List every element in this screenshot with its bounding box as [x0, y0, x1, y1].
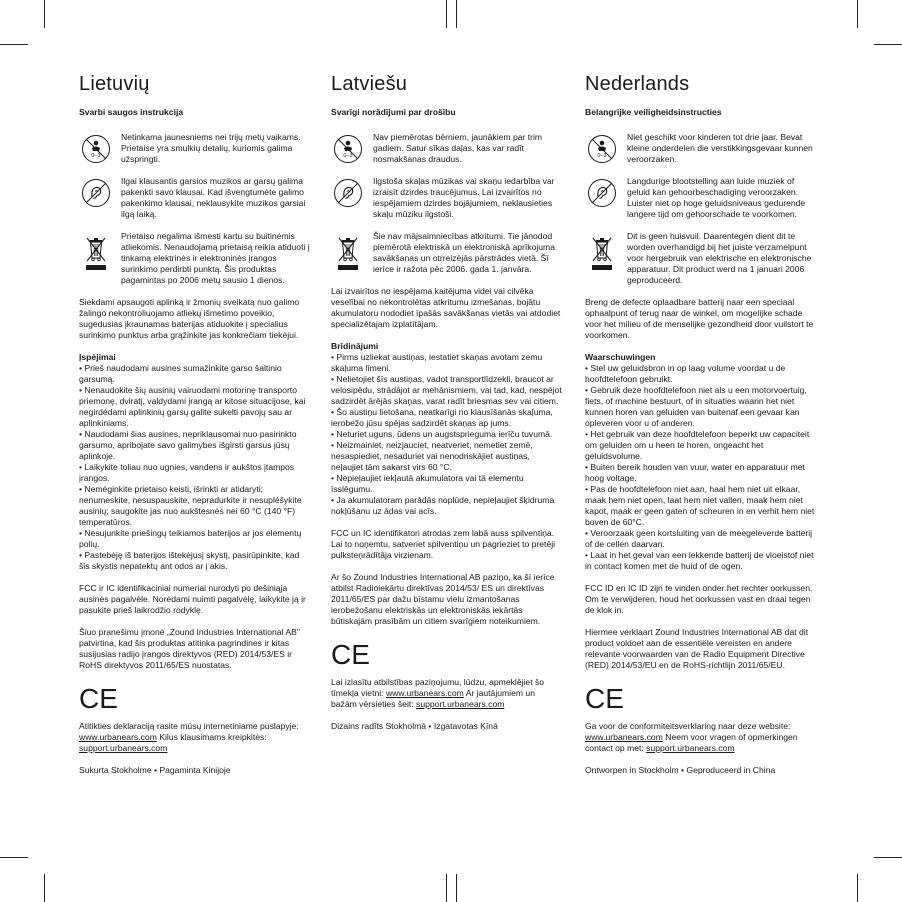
safety-item	[331, 132, 563, 165]
fcc-text: FCC un IC identifikatori atrodas zem labā auss spilventiņa. Lai to noņemtu, satveriet spilventiņu un pagrieziet to pretēji pulksteņrādītāja virzienam.	[331, 528, 556, 560]
age-restriction-icon	[81, 134, 111, 164]
warnings-section	[585, 352, 817, 572]
warning-item: • Nesujunkite priešingų teikiamos baterijos ar jos elementų polių.	[79, 528, 302, 549]
section-subtitle: Svarbi saugos instrukcija	[79, 107, 184, 117]
battery-disposal-text: Lai izvairītos no iespējama kaitējuma videi vai cilvēka veselībai no nekontrolētas atkritumu izmešanas, bojātu akumulatoru nododiet īpašās savākšanas vietās vai atdodiet specializētajam izplatītājam.	[331, 286, 561, 329]
safety-item	[79, 231, 311, 286]
language-title: Latviešu	[331, 73, 408, 95]
safety-item-text: Prietaiso negalima išmesti kartu su buitinėmis atliekomis. Nenaudojamą prietaisą reikia atiduoti į tinkamą elektrinės ir elektroninės įrangos surinkimo perdirbti punktą. Šis produktas pagamintas po 2006 metų sausio 1 dienos.	[121, 231, 310, 285]
battery-disposal-text: Siekdami apsaugoti aplinką ir žmonių sveikatą nuo galimo žalingo nekontroliuojamo atliekų išmetimo poveikio, sugedusias įkraunamas baterijas atiduokite į specialius surinkimo punktus arba grąžinkite jas konkrečiam tiekėjui.	[79, 297, 300, 340]
warnings-list	[79, 363, 311, 572]
age-restriction-icon	[333, 134, 363, 164]
footer-origin: Sukurta Stokholme • Pagaminta Kinijoje	[79, 765, 231, 775]
warnings-list	[585, 363, 817, 572]
hearing-damage-icon	[81, 178, 111, 208]
fcc-text: FCC ID en IC ID zijn te vinden onder het rechter oorkussen. Om te verwijderen, houd het oorkussen vast en draai tegen de klok in.	[585, 583, 813, 615]
safety-item-text: Langdurige blootstelling aan luide muziek of geluid kan gehoorbeschadiging veroorzaken. Luister niet op hoge geluidsniveaus gedurende langere tijd om gehoorschade te voorkomen.	[627, 176, 806, 219]
safety-item	[331, 176, 563, 220]
safety-item	[585, 176, 817, 220]
language-title: Lietuvių	[79, 73, 150, 95]
hearing-damage-icon	[333, 178, 363, 208]
footer-origin: Ontworpen in Stockholm • Geproduceerd in China	[585, 765, 776, 775]
safety-item-text: Ilgstoša skaļas mūzikas vai skaņu iedarbība var izraisīt dzirdes traucējumus. Lai izvairītos no iespējamiem dzirdes bojājumiem, neklausieties skaļu mūziku ilgstoši.	[373, 176, 555, 219]
warning-item: • Naudodami šias ausines, nepriklausomai nuo pasirinkto garsumo, apribojate savo galimybes išgirsti garsus jūsų aplinkoje.	[79, 429, 297, 461]
warning-item: • Neizmainiet, neizjauciet, neatveriet, nemetiet zemē, nesaspiediet, nesaduriet vai nenodriskājiet austiņas, neļaujiet tām sakarst virs 60 °C.	[331, 440, 533, 472]
conformity-questions: Kilus klausimams kreipkitės:	[156, 732, 267, 742]
svg-text:0–3: 0–3	[91, 153, 101, 159]
crop-mark	[857, 874, 858, 902]
section-subtitle: Belangrijke veiligheidsinstructies	[585, 107, 722, 117]
age-restriction-icon	[587, 134, 617, 164]
weee-bin-icon	[333, 233, 363, 273]
section-subtitle: Svarīgi norādījumi par drošību	[331, 107, 456, 117]
warning-item: • Gebruik deze hoofdtelefoon niet als u een motorvoertuig, fiets, of machine bestuurt, of in situaties waarin het niet kunnen horen van geluiden van buitenaf een gevaar kan opleveren voor u of anderen.	[585, 385, 807, 428]
crop-mark	[456, 0, 457, 28]
warnings-section	[331, 341, 563, 517]
svg-text:CE: CE	[585, 683, 624, 714]
website-link[interactable]: www.urbanears.com	[79, 732, 157, 742]
weee-bin-icon	[81, 233, 111, 273]
conformity-intro: Ga voor de conformiteitsverklaring naar deze website:	[585, 721, 791, 731]
weee-bin-icon	[587, 233, 617, 273]
conformity-intro: Lai izlasītu atbilstības paziņojumu, lūdzu, apmeklējiet šo tīmekļa vietni:	[331, 677, 545, 698]
svg-text:0–3: 0–3	[597, 153, 607, 159]
warning-item: • Neturiet uguns, ūdens un augstsprieguma ierīču tuvumā.	[331, 429, 553, 439]
ce-mark-icon	[585, 683, 817, 713]
column-dutch	[585, 72, 817, 787]
svg-text:0–3: 0–3	[343, 153, 353, 159]
warning-item: • Laat in het geval van een lekkende batterij de vloeistof niet in contact komen met de huid of de ogen.	[585, 550, 814, 571]
declaration-text: Šiuo pranešimu įmonė „Zound Industries International AB" patvirtina, kad šis produktas atitinka pagrindines ir kitas susijusias radijo įrangos direktyvos (RED) 2014/53/ES ir RoHS direktyvos 2011/65/ES nuostatas.	[79, 627, 300, 670]
safety-item	[79, 132, 311, 165]
crop-mark	[0, 857, 28, 858]
crop-mark	[446, 0, 447, 28]
warnings-heading: Įspėjimai	[79, 352, 116, 362]
warnings-heading: Waarschuwingen	[585, 352, 656, 362]
fcc-text: FCC ir IC identifikaciniai numeriai nurodyti po dešiniąja ausinės pagalvėle. Norėdami nuimti pagalvėlę, laikykite ją ir pasukite prieš laikrodžio rodyklę.	[79, 583, 306, 615]
warning-item: • Stel uw geluidsbron in op laag volume voordat u de hoofdtelefoon gebruikt.	[585, 363, 786, 384]
warning-item: • Pirms uzliekat austiņas, iestatiet skaņas avotam zemu skaļuma līmeni.	[331, 352, 543, 373]
conformity-text	[585, 721, 817, 754]
ce-mark-icon	[331, 639, 563, 669]
support-link[interactable]: support.urbanears.com	[416, 699, 505, 709]
safety-item-text: Niet geschikt voor kinderen tot drie jaar. Bevat kleine onderdelen die verstikkingsgevaar kunnen veroorzaken.	[627, 132, 813, 164]
warning-item: • Nepieļaujiet iekļautā akumulatora vai tā elementu īsslēgumu.	[331, 473, 524, 494]
battery-disposal-text: Breng de defecte oplaadbare batterij naar een speciaal ophaalpunt of terug naar de winkel, om mogelijke schade voor het milieu of de menselijke gezondheid door vuilstort te voorkomen.	[585, 297, 814, 340]
warning-item: • Veroorzaak geen kortsluiting van de meegeleverde batterij of de cellen daarvan.	[585, 528, 813, 549]
crop-mark	[44, 874, 45, 902]
website-link[interactable]: www.urbanears.com	[585, 732, 663, 742]
warning-item: • Pas de hoofdtelefoon niet aan, haal hem niet uit elkaar, maak hem niet open, laat hem niet vallen, maak hem niet kapot, maak er geen gaten of scheuren in en verhit hem niet boven de 60°C.	[585, 484, 815, 527]
footer-origin: Dizains radīts Stokholmā • Izgatavotas Ķīnā	[331, 721, 498, 731]
warning-item: • Prieš naudodami ausines sumažinkite garso šaltinio garsumą.	[79, 363, 282, 384]
hearing-damage-icon	[587, 178, 617, 208]
crop-mark	[0, 44, 28, 45]
column-lithuanian	[79, 72, 311, 787]
svg-text:CE: CE	[79, 683, 118, 714]
support-link[interactable]: support.urbanears.com	[646, 743, 735, 753]
warning-item: • Neméginkite prietaiso keisti, išrinkti ar atidaryti; nenumeskite, nesuspauskite, nepradurkite ir nesuplėšykite ausinių; saugokite jas nuo aukštesnės nei 60 °C (140 °F) temperatūros.	[79, 484, 302, 527]
declaration-text: Ar šo Zound Industries International AB paziņo, ka šī ierīce atbilst Radioiekārtu direktīvas 2014/53/ ES un direktīvas 2011/65/ES par dažu bīstamu vielu izmantošanas ierobežošanu elektriskās un elektroniskās iekārtās būtiskajām prasībām un citiem svarīgiem noteikumiem.	[331, 572, 555, 626]
safety-item	[585, 132, 817, 165]
crop-mark	[874, 857, 902, 858]
warnings-list	[331, 352, 563, 517]
warning-item: • Ja akumulatoram parādās noplūde, nepieļaujiet šķidruma nokļūšanu uz ādas vai acīs.	[331, 495, 555, 516]
crop-mark	[456, 874, 457, 902]
safety-item	[331, 231, 563, 275]
warning-item: • Pastebėję iš baterijos ištekėjusį skystį, pasirūpinkite, kad šis skystis nepatektų ant odos ar į akis.	[79, 550, 300, 571]
warning-item: • Buiten bereik houden van vuur, water en apparatuur met hoog voltage.	[585, 462, 805, 483]
conformity-questions: Neem voor vragen of opmerkingen contact op met:	[585, 732, 798, 753]
ce-mark-icon	[79, 683, 311, 713]
warnings-section	[79, 352, 311, 572]
warnings-heading: Brīdinājumi	[331, 341, 379, 351]
warning-item: • Nelietojiet šīs austiņas, vadot transportlīdzekli, braucot ar velosipēdu, strādājot ar mehānismiem, vai tad, kad, nespējot sadzirdēt ārējās skaņas, varat radīt briesmas sev vai citiem.	[331, 374, 562, 406]
safety-item-text: Nav piemērotas bērniem, jaunākiem par trim gadiem. Satur sīkas daļas, kas var radīt nosmakšanas draudus.	[373, 132, 543, 164]
warning-item: • Šo austiņu lietošana, neatkarīgi no klausīšanās skaļuma, ierobežo jūsu spējas sadzirdēt skaņas ap jums.	[331, 407, 553, 428]
safety-item-text: Ilgai klausantis garsios muzikos ar garsų galima pakenkti savo klausai. Kad išvengtumėte galimo pakenkimo klausai, neklausykite muzikos garsiai ilgą laiką.	[121, 176, 306, 219]
website-link[interactable]: www.urbanears.com	[385, 688, 464, 698]
support-link[interactable]: support.urbanears.com	[79, 743, 168, 753]
conformity-intro: Atitikties deklaraciją rasite mūsų internetiniame puslapyje:	[79, 721, 299, 731]
safety-item-text: Šie nav mājsaimniecības atkritumi. Tie jānodod piemērotā elektriskā un elektroniskā aprīkojuma savākšanas un otrreizējās pārstrādes vietā. Šī ierīce ir ražota pēc 2006. gada 1. janvāra.	[373, 231, 555, 274]
safety-item	[79, 176, 311, 220]
conformity-text	[331, 677, 563, 710]
language-title: Nederlands	[585, 73, 690, 95]
warning-item: • Laikykite toliau nuo ugnies, vandens ir aukštos įtampos įrangos.	[79, 462, 295, 483]
crop-mark	[44, 0, 45, 28]
safety-item-text: Dit is geen huisvuil. Daarentegen dient dit te worden overhandigd bij het juiste verzamelpunt voor hergebruik van elektrische en elektronische apparatuur. Dit product werd na 1 januari 2006 geproduceerd.	[627, 231, 812, 285]
column-latvian	[331, 72, 563, 743]
conformity-questions: Ar jautājumiem un bažām vērsieties šeit:	[331, 688, 535, 709]
crop-mark	[857, 0, 858, 28]
safety-item	[585, 231, 817, 286]
svg-text:CE: CE	[331, 639, 370, 670]
crop-mark	[446, 874, 447, 902]
declaration-text: Hiermee verklaart Zound Industries International AB dat dit product voldoet aan de essentiële vereisten en andere relevante voorwaarden van de Radio Equipment Directive (RED) 2014/53/EU en de RoHS-richtlijn 2011/65/EU.	[585, 627, 809, 670]
warning-item: • Het gebruik van deze hoofdtelefoon beperkt uw capaciteit om geluiden om u heen te horen, ongeacht het geluidsvolume.	[585, 429, 810, 461]
warning-item: • Nenaudokite šių ausinių vairuodami motorinę transporto priemonę, dviratį, valdydami įrangą ar kitose situacijose, kai negirdėdami aplinkinių garsų galite sukelti pavojų sau ar aplinkiniams.	[79, 385, 306, 428]
crop-mark	[874, 44, 902, 45]
safety-item-text: Netinkama jaunesniems nei trijų metų vaikams. Prietaise yra smulkių detalių, kuriomis galima užspringti.	[121, 132, 301, 164]
conformity-text	[79, 721, 311, 754]
